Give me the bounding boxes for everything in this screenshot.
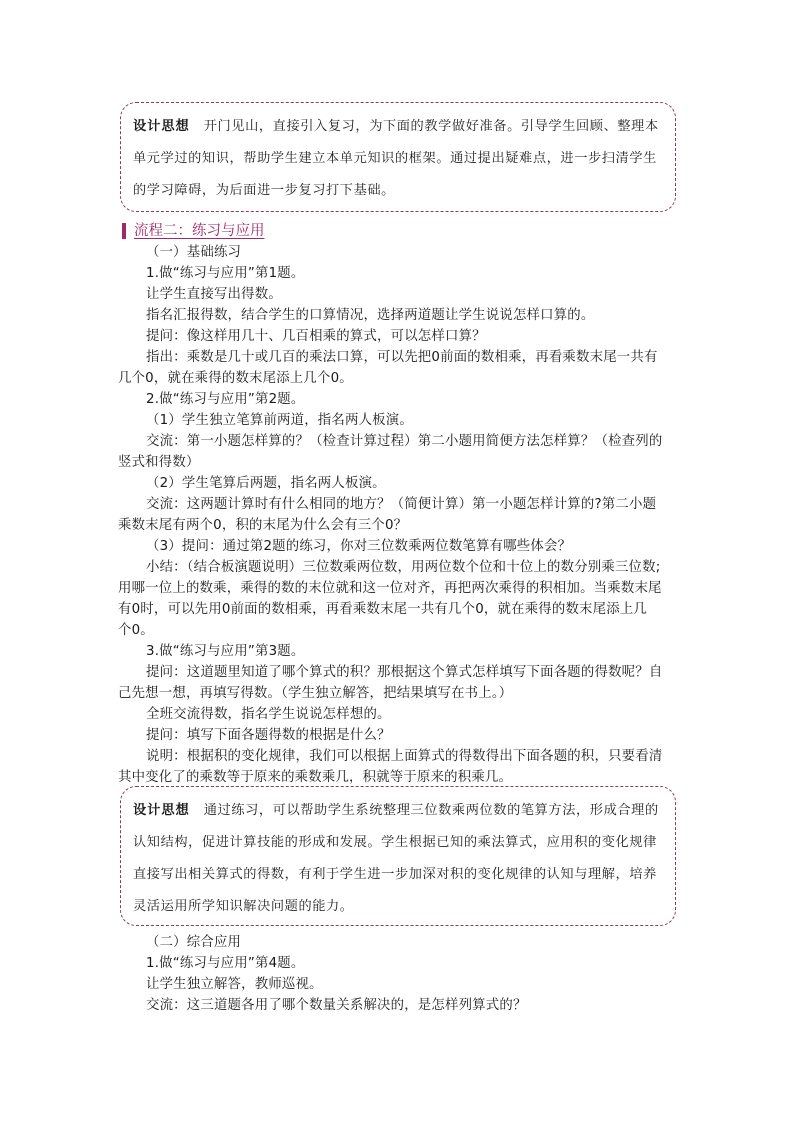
paragraph: 说明：根据积的变化规律，我们可以根据上面算式的得数得出下面各题的积，只要看清 [146, 749, 663, 764]
design-thought-box-1 [120, 102, 676, 212]
paragraph: 交流：第一小题怎样算的？（检查计算过程）第二小题用简便方法怎样算？（检查列的 [146, 434, 663, 449]
paragraph: 个0。 [118, 623, 154, 638]
paragraph: 用哪一位上的数乘，乘得的数的末位就和这一位对齐，再把两次乘得的积相加。当乘数末尾 [118, 581, 662, 596]
paragraph: 有0时，可以先用0前面的数相乘，再看乘数末尾一共有几个0，就在乘得的数末尾添上几 [118, 602, 648, 617]
paragraph: 1.做“练习与应用”第1题。 [146, 266, 305, 281]
paragraph: 交流：这两题计算时有什么相同的地方？（简便计算）第一小题怎样计算的?第二小题 [146, 497, 657, 512]
design-thought-label: 设计思想 [133, 119, 190, 134]
paragraph: 交流：这三道题各用了哪个数量关系解决的，是怎样列算式的？ [146, 998, 527, 1013]
paragraph: 小结：（结合板演题说明）三位数乘两位数，用两位数个位和十位上的数分别乘三位数; [146, 560, 661, 575]
paragraph: 提问：填写下面各题得数的根据是什么？ [146, 728, 391, 743]
section-heading-text: 流程二：练习与应用 [134, 223, 265, 239]
paragraph: 3.做“练习与应用”第3题。 [146, 644, 305, 659]
paragraph: 乘数末尾有两个0，积的末尾为什么会有三个0？ [118, 518, 408, 533]
design-thought-box-2 [120, 786, 676, 926]
paragraph: 竖式和得数） [118, 455, 200, 470]
paragraph: 其中变化了的乘数等于原来的乘数乘几，积就等于原来的积乘几。 [118, 770, 513, 785]
design-thought-label: 设计思想 [133, 803, 190, 818]
section-heading [122, 221, 265, 241]
paragraph: 几个0，就在乘得的数末尾添上几个0。 [118, 371, 353, 386]
paragraph: 指名汇报得数，结合学生的口算情况，选择两道题让学生说说怎样口算的。 [146, 308, 595, 323]
paragraph: 提问：这道题里知道了哪个算式的积？那根据这个算式怎样填写下面各题的得数呢？自 [146, 665, 663, 680]
paragraph: 2.做“练习与应用”第2题。 [146, 392, 305, 407]
subsection-title-comprehensive: （二）综合应用 [146, 935, 242, 950]
paragraph: 提问：像这样用几十、几百相乘的算式，可以怎样口算？ [146, 329, 486, 344]
paragraph: 让学生直接写出得数。 [146, 287, 282, 302]
paragraph: （1）学生独立笔算前两道，指名两人板演。 [146, 413, 413, 428]
design-thought-text: 开门见山，直接引入复习，为下面的教学做好准备。引导学生回顾、整理本单元学过的知识，帮助学生建立本单元知识的框架。通过提出疑难点，进一步扫清学生的学习障碍，为后面进一步复习打下基础。 [133, 119, 659, 198]
paragraph: （2）学生笔算后两题，指名两人板演。 [146, 476, 386, 491]
paragraph: 让学生独立解答，教师巡视。 [146, 977, 323, 992]
paragraph: 指出：乘数是几十或几百的乘法口算，可以先把0前面的数相乘，再看乘数末尾一共有 [146, 350, 658, 365]
paragraph: 1.做“练习与应用”第4题。 [146, 956, 305, 971]
design-thought-text: 通过练习，可以帮助学生系统整理三位数乘两位数的笔算方法，形成合理的认知结构，促进计算技能的形成和发展。学生根据已知的乘法算式，应用积的变化规律直接写出相关算式的得数，有利于学生进一步加深对积的变化规律的认知与理解，培养灵活运用所学知识解决问题的能力。 [133, 803, 659, 914]
paragraph: 全班交流得数，指名学生说说怎样想的。 [146, 707, 391, 722]
paragraph: （3）提问：通过第2题的练习，你对三位数乘两位数笔算有哪些体会？ [146, 539, 572, 554]
subsection-title-basic: （一）基础练习 [146, 245, 242, 260]
paragraph: 己先想一想，再填写得数。（学生独立解答，把结果填写在书上。） [118, 686, 513, 701]
